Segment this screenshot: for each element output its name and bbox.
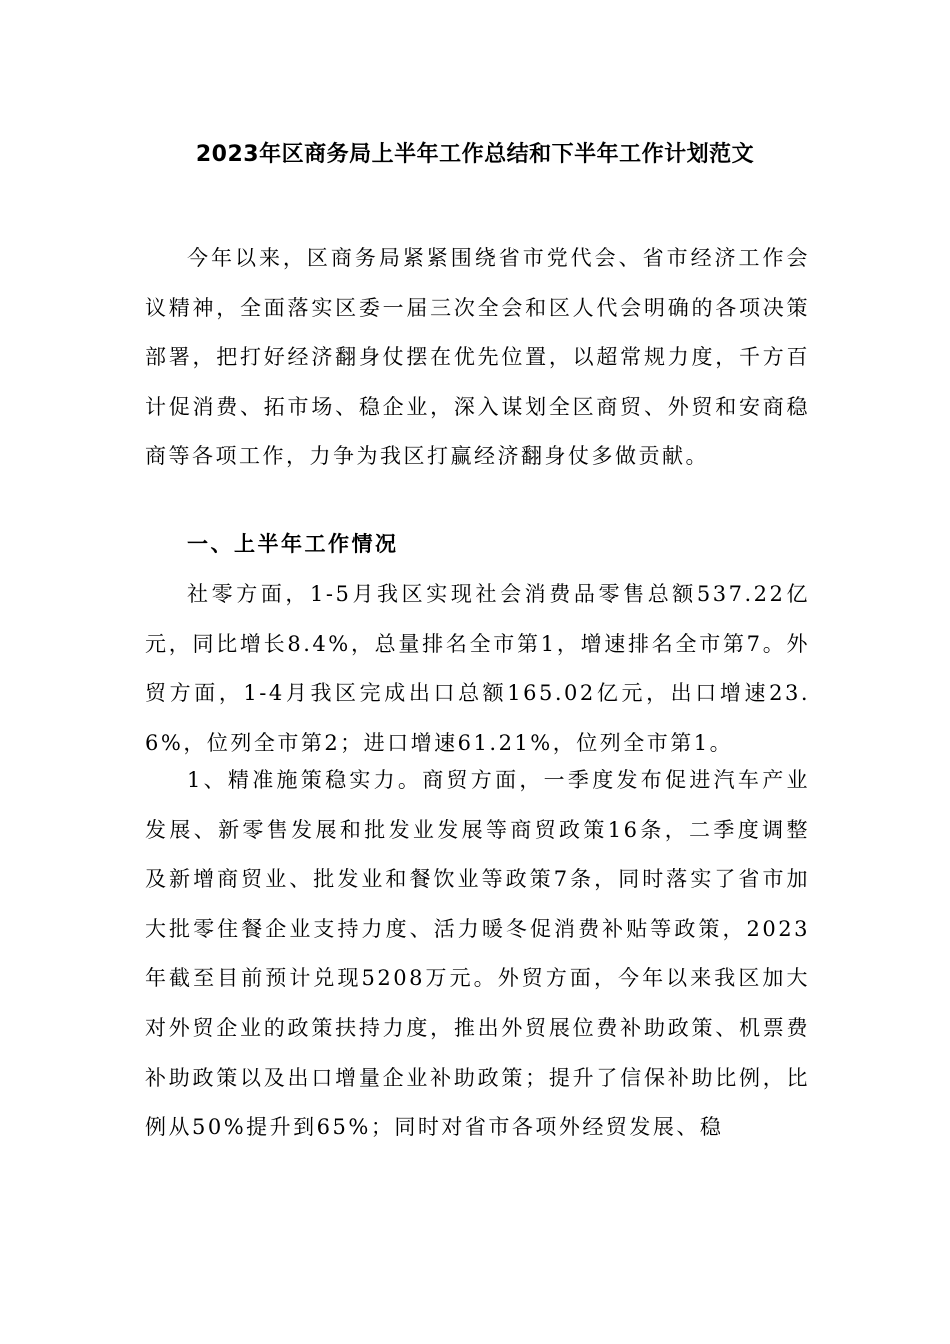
document-title: 2023年区商务局上半年工作总结和下半年工作计划范文 [195,142,755,167]
section-heading-first-half: 一、上半年工作情况 [187,532,399,556]
intro-paragraph: 今年以来，区商务局紧紧围绕省市党代会、省市经济工作会议精神，全面落实区委一届三次全会和区人代会明确的各项决策部署，把打好经济翻身仗摆在优先位置，以超常规力度，千方百计促消费、拓市场、稳企业，深入谋划全区商贸、外贸和安商稳商等各项工作，力争为我区打赢经济翻身仗多做贡献。 [145,246,810,469]
summary-paragraph: 社零方面，1-5月我区实现社会消费品零售总额537.22亿元，同比增长8.4%，总量排名全市第1，增速排名全市第7。外贸方面，1-4月我区完成出口总额165.02亿元，出口增速23.6%，位列全市第2；进口增速61.21%，位列全市第1。 [145,582,810,755]
item-1-paragraph: 1、精准施策稳实力。商贸方面，一季度发布促进汽车产业发展、新零售发展和批发业发展等商贸政策16条，二季度调整及新增商贸业、批发业和餐饮业等政策7条，同时落实了省市加大批零住餐企业支持力度、活力暖冬促消费补贴等政策，2023年截至目前预计兑现5208万元。外贸方面，今年以来我区加大对外贸企业的政策扶持力度，推出外贸展位费补助政策、机票费补助政策以及出口增量企业补助政策；提升了信保补助比例，比例从50%提升到65%；同时对省市各项外经贸发展、稳 [145,768,810,1140]
